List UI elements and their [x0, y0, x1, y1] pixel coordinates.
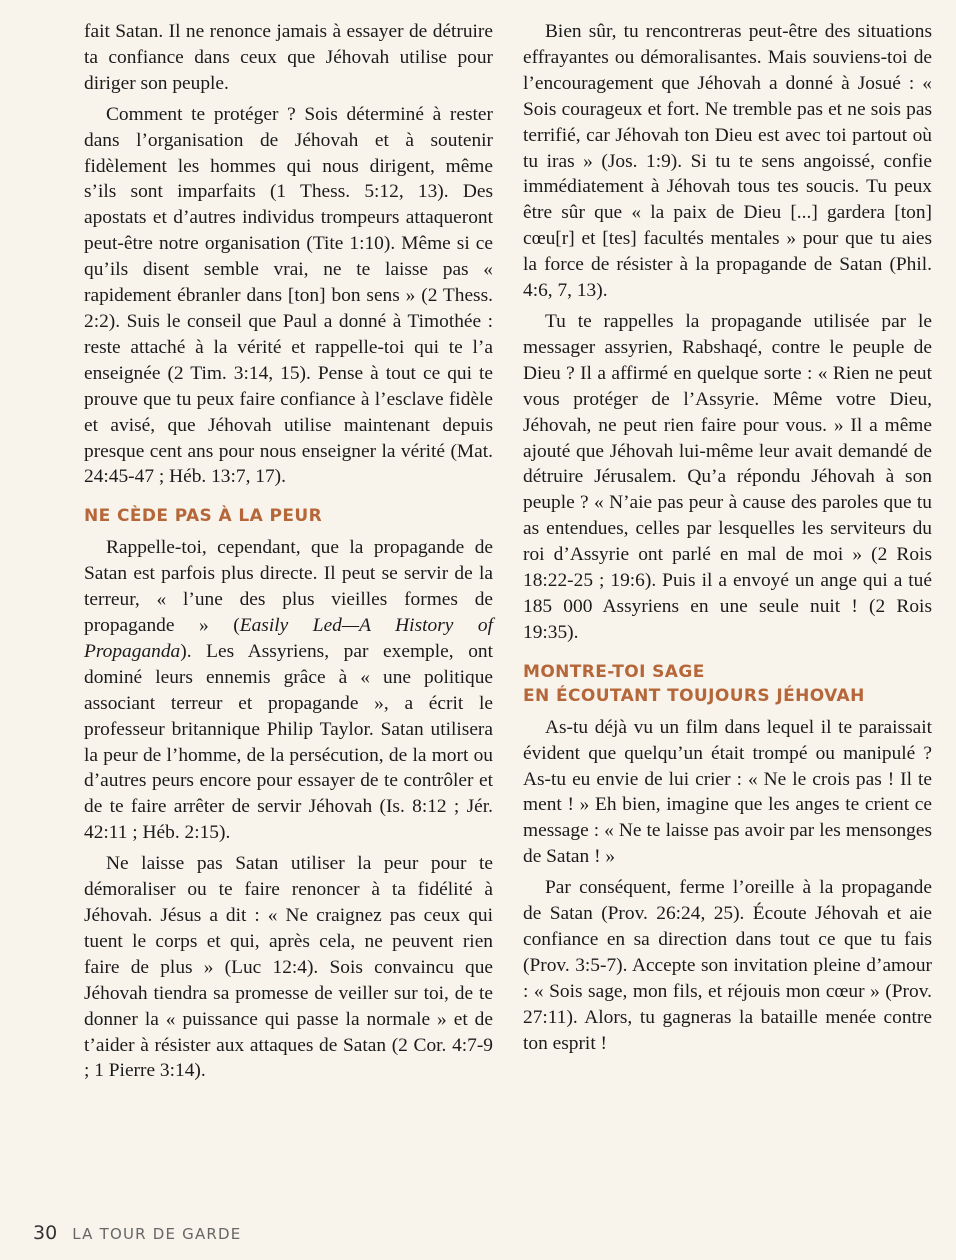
paragraph: Par conséquent, ferme l’oreille à la propagande de Satan (Prov. 26:24, 25). Écoute Jéhovah et aie confiance en sa direction dans tout ce que tu fais (Prov. 3:5-7). Accepte son invitation pleine d’amour : « Sois sage, mon fils, et réjouis mon cœur » (Prov. 27:11). Alors, tu gagneras la bataille menée contre ton esprit ! [523, 877, 932, 1054]
section-heading [523, 660, 932, 708]
section-heading-line: EN ÉCOUTANT TOUJOURS JÉHOVAH [523, 685, 865, 706]
right-column [523, 19, 932, 1062]
section-heading-line: MONTRE-TOI SAGE [523, 661, 705, 682]
paragraph [84, 535, 493, 846]
page-number: 30 [33, 1222, 58, 1244]
paragraph: Tu te rappelles la propagande utilisée par le messager assyrien, Rabshaqé, contre le peuple de Dieu ? Il a affirmé en quelque sorte : « Rien ne peut vous protéger de l’Assyrie. Même votre Dieu, Jéhovah, ne peut rien faire pour vous. » Il a même ajouté que Jéhovah lui-même leur avait demandé de détruire Jérusalem. Qu’a répondu Jéhovah à son peuple ? « N’aie pas peur à cause des paroles que tu as entendues, celles par lesquelles les serviteurs du roi d’Assyrie ont parlé en mal de moi » (2 Rois 18:22-25 ; 19:6). Puis il a envoyé un ange qui a tué 185 000 Assyriens en une seule nuit ! (2 Rois 19:35). [523, 310, 932, 643]
paragraph: Ne laisse pas Satan utiliser la peur pour te démoraliser ou te faire renoncer à ta fidélité à Jéhovah. Jésus a dit : « Ne craignez pas ceux qui tuent le corps et qui, après cela, ne peuvent rien faire de plus » (Luc 12:4). Sois convaincu que Jéhovah tiendra sa promesse de veiller sur toi, de te donner la « puissance qui passe la normale » et de t’aider à résister aux attaques de Satan (2 Cor. 4:7-9 ; 1 Pierre 3:14). [84, 853, 493, 1082]
paragraph-text: ). Les Assyriens, par exemple, ont dominé leurs ennemis grâce à « une politique associant terreur et propagande », a écrit le professeur britannique Philip Taylor. Satan utilisera la peur de l’homme, de la persécution, de la mort ou d’autres peurs encore pour essayer de te contrôler et de te faire arrêter de servir Jéhovah (Is. 8:12 ; Jér. 42:11 ; Héb. 2:15). [84, 640, 493, 844]
paragraph: Comment te protéger ? Sois déterminé à rester dans l’organisation de Jéhovah et à soutenir fidèlement les hommes qui nous dirigent, même s’ils sont imparfaits (1 Thess. 5:12, 13). Des apostats et d’autres individus trompeurs attaqueront peut-être notre organisation (Tite 1:10). Même si ce qu’ils disent semble vrai, ne te laisse pas « rapidement ébranler dans [ton] bon sens » (2 Thess. 2:2). Suis le conseil que Paul a donné à Timothée : reste attaché à la vérité et rappelle-toi qui te l’a enseignée (2 Tim. 3:14, 15). Pense à tout ce qui te prouve que tu peux faire confiance à l’esclave fidèle et avisé, que Jéhovah utilise maintenant depuis presque cent ans pour nous enseigner la vérité (Mat. 24:45-47 ; Héb. 13:7, 17). [84, 103, 493, 488]
magazine-title: LA TOUR DE GARDE [72, 1225, 242, 1243]
paragraph-text: Rappelle-toi, cependant, que la propagande de Satan est parfois plus directe. Il peut se servir de la terreur, « l’une des plus vieilles formes de propagande » ( [84, 537, 493, 637]
paragraph: As-tu déjà vu un film dans lequel il te paraissait évident que quelqu’un était trompé ou manipulé ? As-tu eu envie de lui crier : « Ne le crois pas ! Il te ment ! » Eh bien, imagine que les anges te crient ce message : « Ne te laisse pas avoir par les mensonges de Satan ! » [523, 716, 932, 868]
section-heading: NE CÈDE PAS À LA PEUR [84, 506, 323, 527]
paragraph: Bien sûr, tu rencontreras peut-être des situations effrayantes ou démoralisantes. Mais souviens-toi de l’encouragement que Jéhovah a donné à Josué : « Sois courageux et fort. Ne tremble pas et ne sois pas terrifié, car Jéhovah ton Dieu est avec toi partout où tu iras » (Jos. 1:9). Si tu te sens angoissé, confie immédiatement à Jéhovah tous tes soucis. Tu peux être sûr que « la paix de Dieu [...] gardera [ton] cœu[r] et [tes] facultés mentales » pour que tu aies la force de résister à la propagande de Satan (Phil. 4:6, 7, 13). [523, 21, 932, 302]
left-column [84, 19, 493, 1089]
book-title: Easily Led—A History of Propaganda [84, 615, 494, 662]
paragraph: fait Satan. Il ne renonce jamais à essayer de détruire ta confiance dans ceux que Jéhovah utilise pour diriger son peuple. [84, 21, 493, 94]
page-footer [33, 1222, 241, 1244]
